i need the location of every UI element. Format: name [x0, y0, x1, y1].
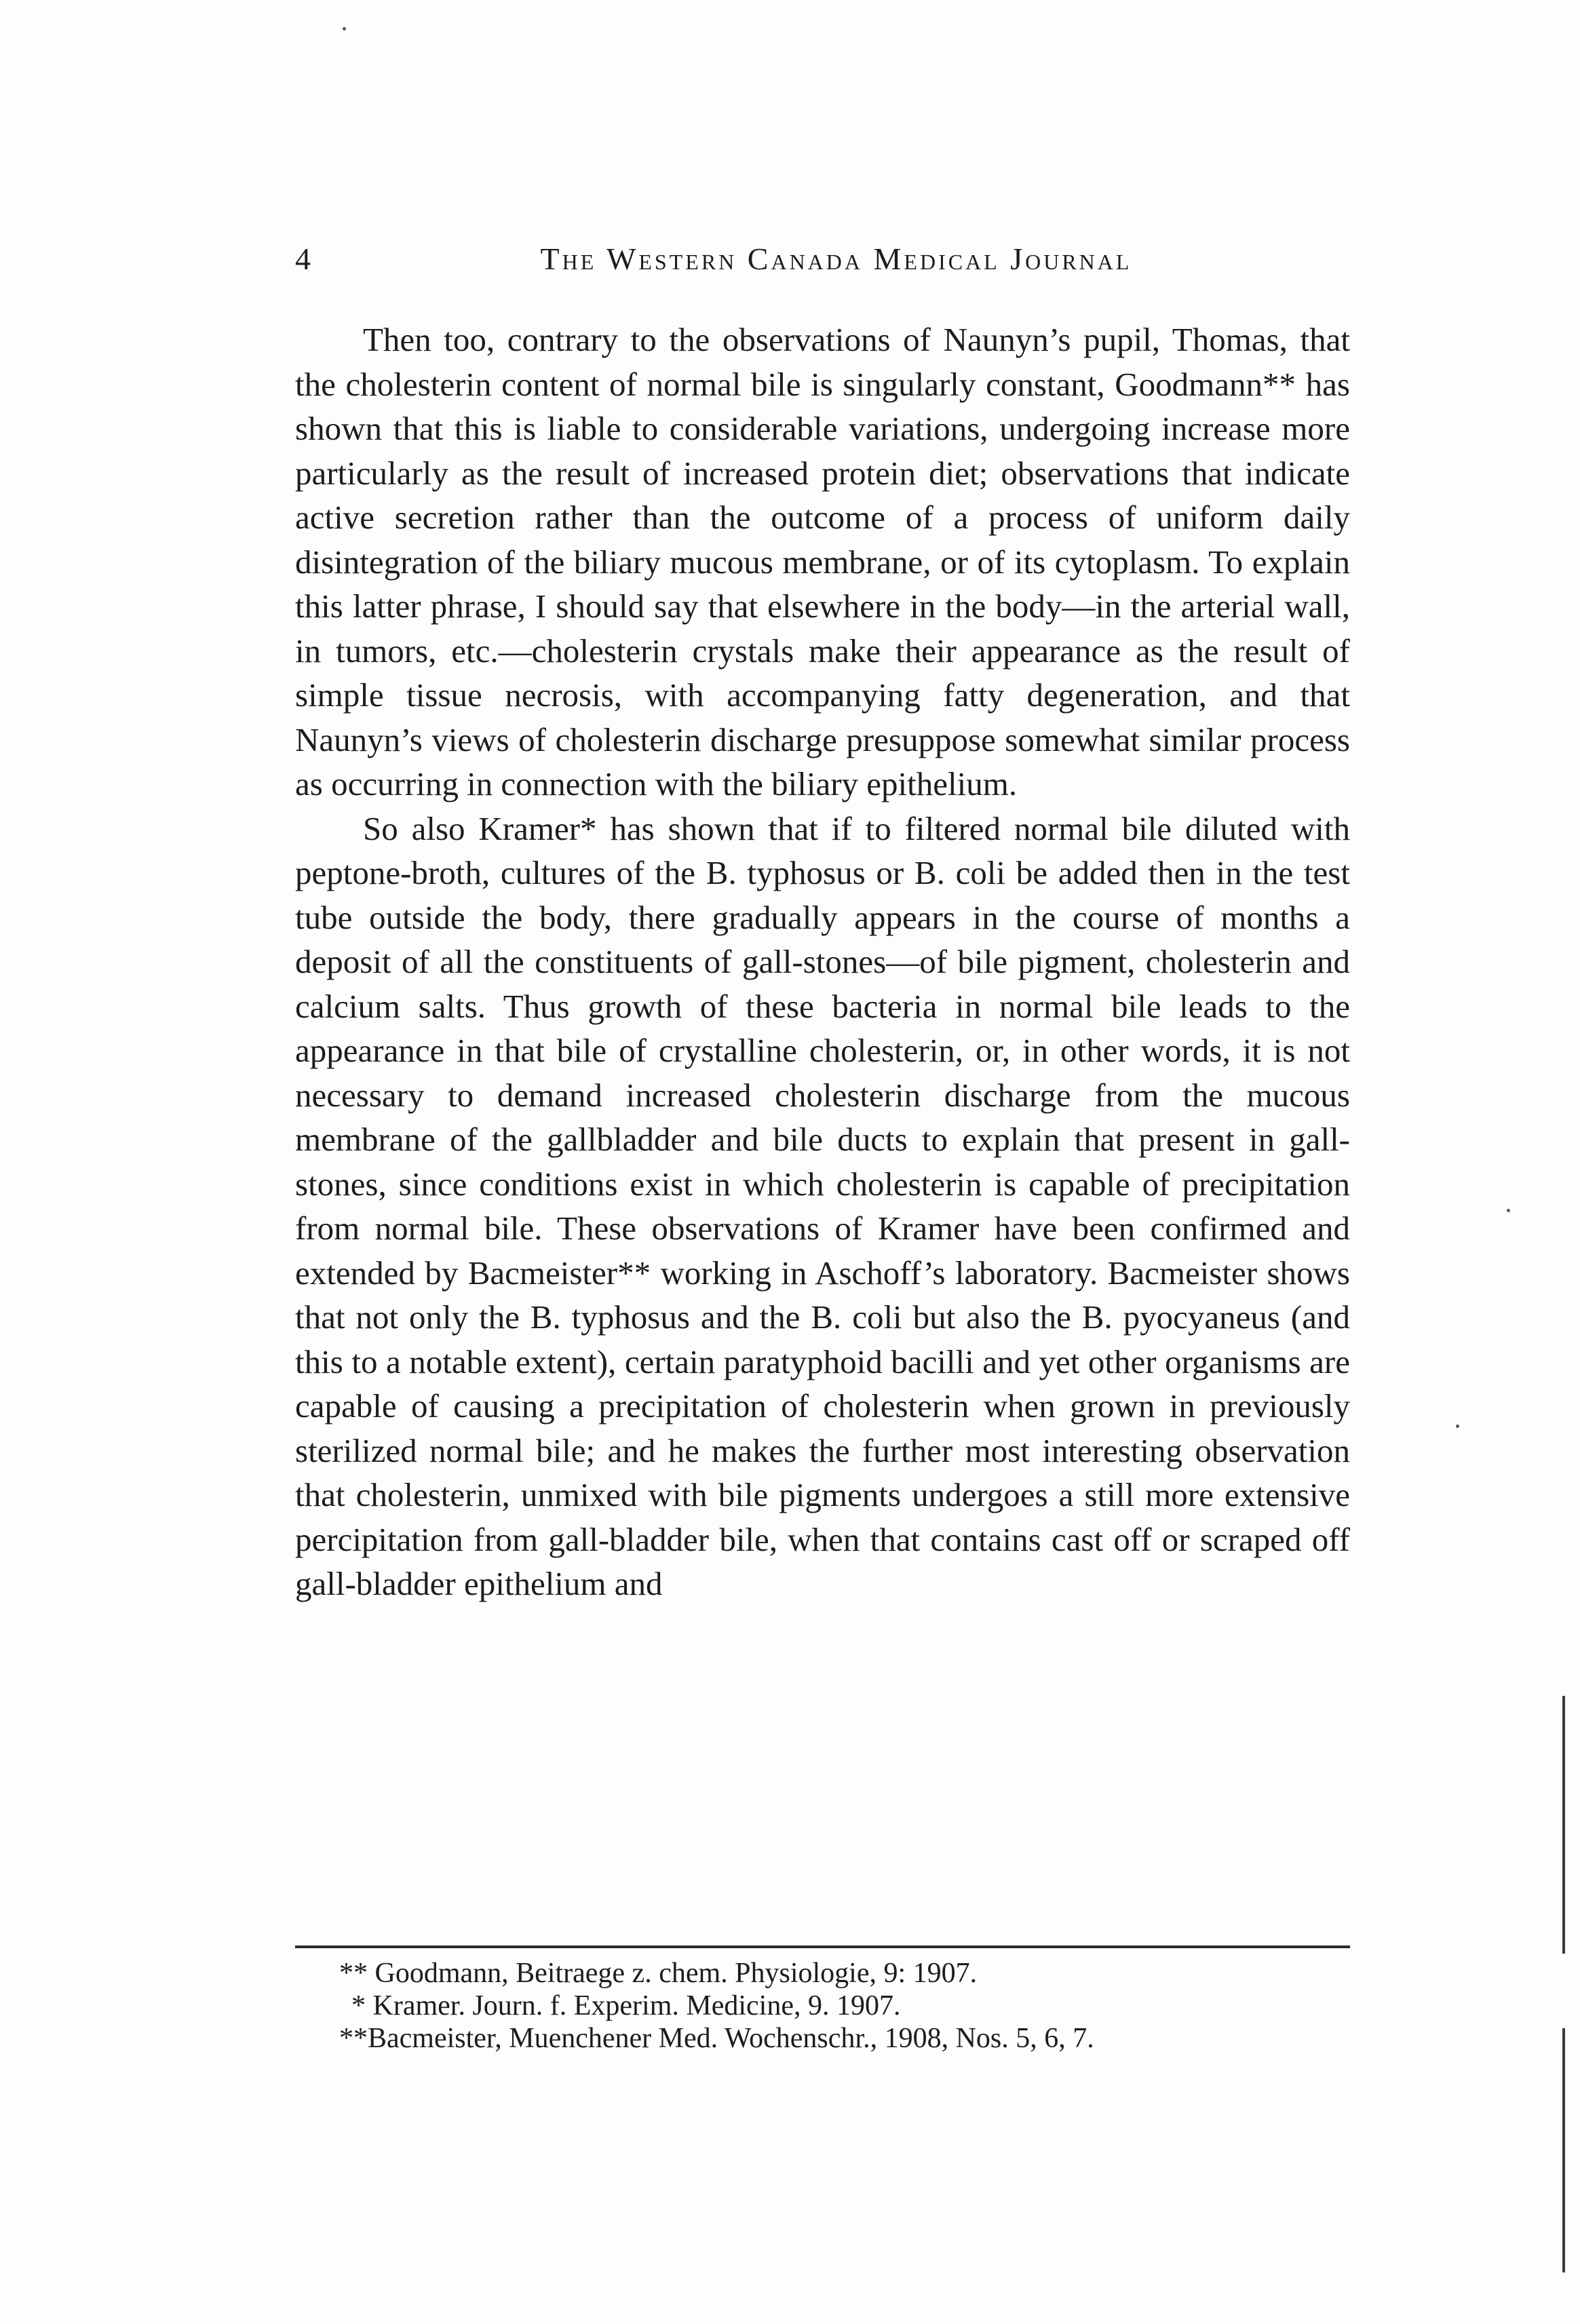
- page-number: 4: [295, 241, 311, 276]
- margin-scan-mark-upper: [1562, 1696, 1565, 1954]
- body-text: [295, 317, 1350, 1606]
- footnote-goodmann: ** Goodmann, Beitraege z. chem. Physiologie, 9: 1907.: [339, 1958, 978, 1989]
- footnote-bacmeister: **Bacmeister, Muenchener Med. Wochenschr., 1908, Nos. 5, 6, 7.: [339, 2023, 1094, 2054]
- scan-speck: [1507, 1209, 1510, 1212]
- scan-speck: [1456, 1425, 1459, 1428]
- scan-speck: [343, 27, 346, 31]
- footnotes: [339, 1957, 1357, 2055]
- running-head: The Western Canada Medical Journal: [540, 241, 1132, 276]
- footnote-separator: [295, 1945, 1350, 1948]
- body-paragraph-1: Then too, contrary to the observations of Naunyn’s pupil, Thomas, that the cholesterin content of normal bile is singularly constant, Goodmann** has shown that this is liable to considerable variations, undergoing increase more particularly as the result of increased protein diet; observations that indicate active secretion rather than the outcome of a process of uniform daily disintegration of the biliary mucous membrane, or of its cytoplasm. To explain this latter phrase, I should say that elsewhere in the body—in the arterial wall, in tumors, etc.—cholesterin crystals make their appearance as the result of simple tissue necrosis, with accompanying fatty degeneration, and that Naunyn’s views of cholesterin discharge presuppose somewhat similar process as occurring in connection with the biliary epithelium.: [295, 321, 1350, 802]
- page-header: [295, 239, 1350, 279]
- margin-scan-mark-lower: [1562, 2028, 1565, 2272]
- footnote-kramer: * Kramer. Journ. f. Experim. Medicine, 9. 1907.: [351, 1990, 901, 2021]
- body-paragraph-2: So also Kramer* has shown that if to filtered normal bile diluted with peptone-broth, cultures of the B. typhosus or B. coli be added then in the test tube outside the body, there gradually appears in the course of months a deposit of all the constituents of gall-stones—of bile pigment, cholesterin and calcium salts. Thus growth of these bacteria in normal bile leads to the appearance in that bile of crystalline cholesterin, or, in other words, it is not necessary to demand increased cholesterin discharge from the mucous membrane of the gallbladder and bile ducts to explain that present in gall-stones, since conditions exist in which cholesterin is capable of precipitation from normal bile. These observations of Kramer have been confirmed and extended by Bacmeister** working in Aschoff’s laboratory. Bacmeister shows that not only the B. typhosus and the B. coli but also the B. pyocyaneus (and this to a notable extent), certain paratyphoid bacilli and yet other organisms are capable of causing a precipitation of cholesterin when grown in previously sterilized normal bile; and he makes the further most interesting observation that cholesterin, unmixed with bile pigments undergoes a still more extensive percipitation from gall-bladder bile, when that contains cast off or scraped off gall-bladder epithelium and: [295, 809, 1350, 1602]
